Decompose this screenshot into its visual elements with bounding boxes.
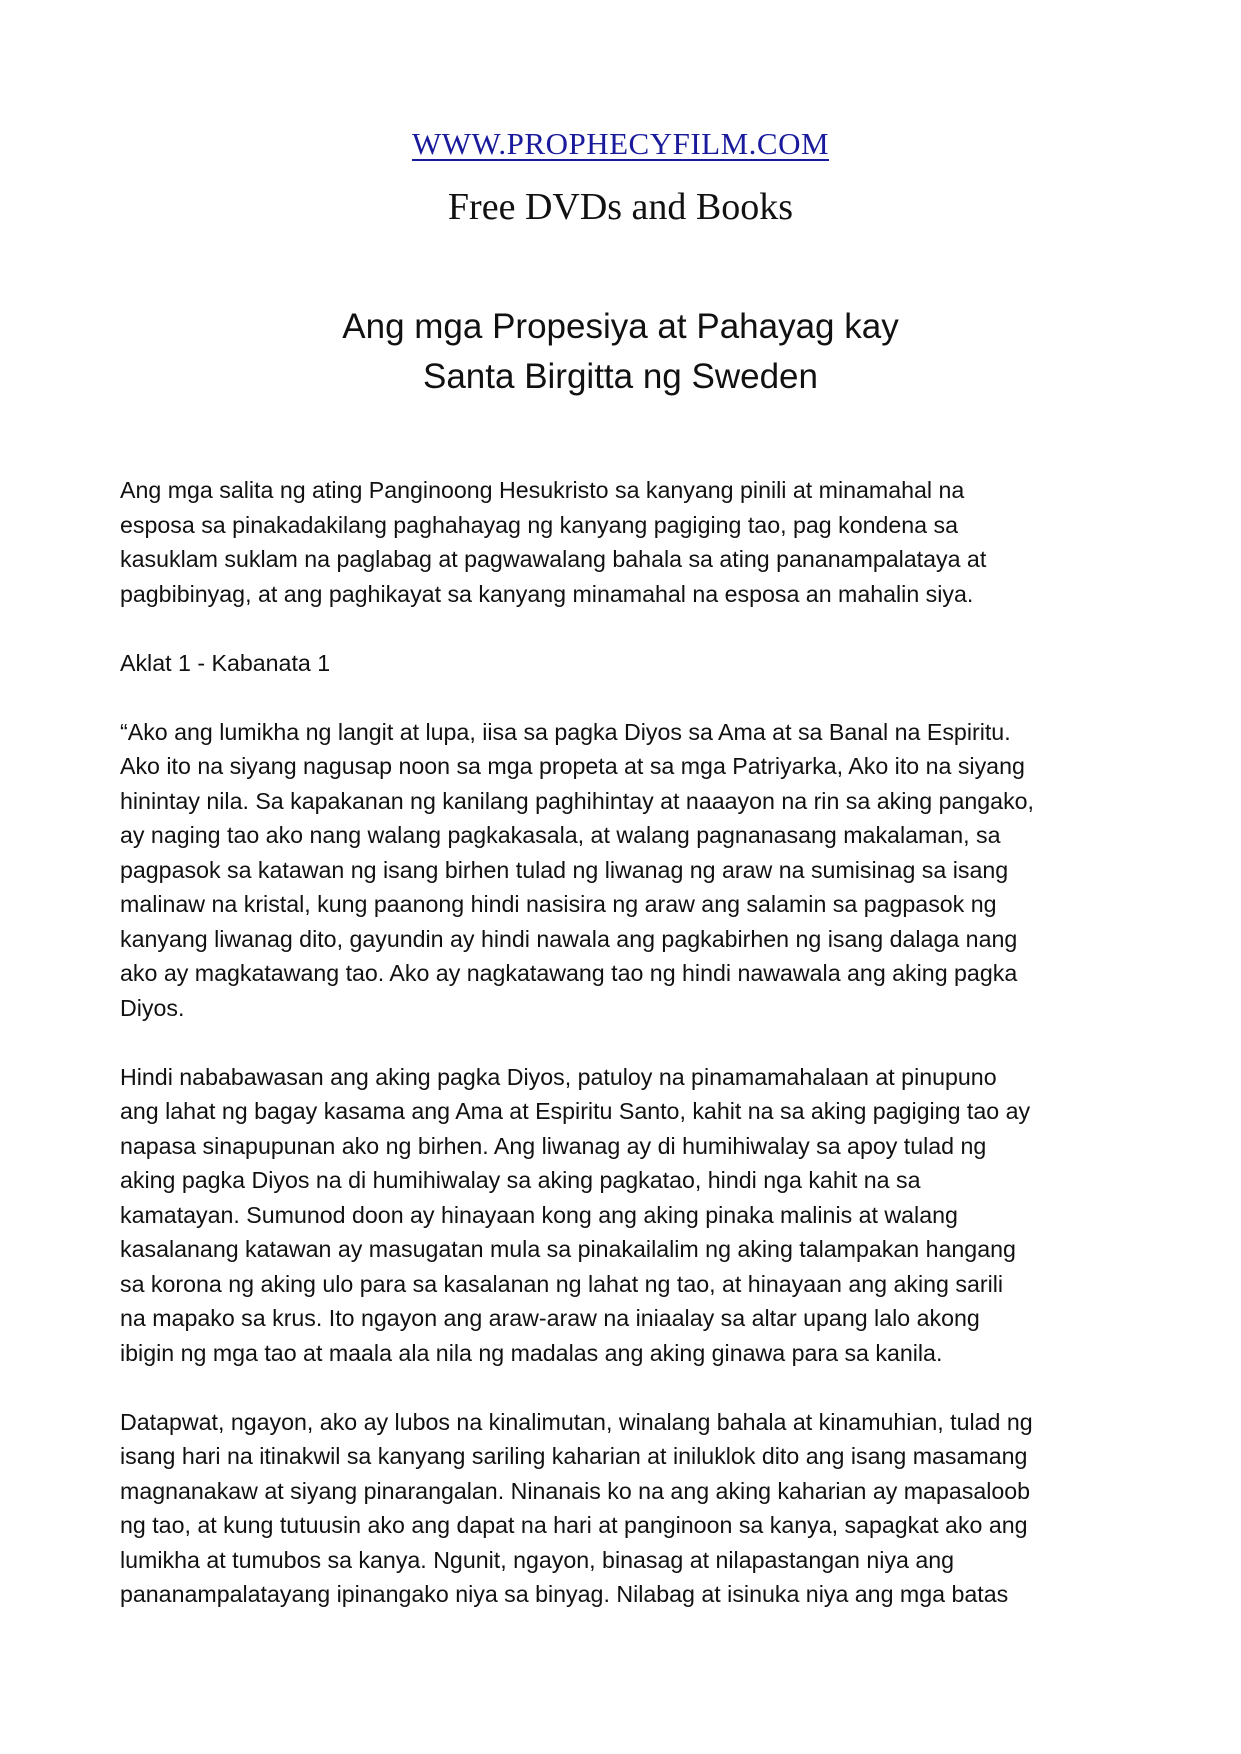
- text-line: ibigin ng mga tao at maala ala nila ng madalas ang aking ginawa para sa kanila.: [120, 1339, 943, 1366]
- text-line: Aklat 1 - Kabanata 1: [120, 649, 331, 676]
- chapter-heading: [120, 646, 1130, 681]
- text-line: napasa sinapupunan ako ng birhen. Ang liwanag ay di humihiwalay sa apoy tulad ng: [120, 1132, 987, 1159]
- text-line: pananampalatayang ipinangako niya sa binyag. Nilabag at isinuka niya ang mga batas: [120, 1581, 1009, 1607]
- text-line: sa korona ng aking ulo para sa kasalanan ng lahat ng tao, at hinayaan ang aking sarili: [120, 1270, 1004, 1297]
- text-line: lumikha at tumubos sa kanya. Ngunit, ngayon, binasag at nilapastangan niya ang: [120, 1546, 955, 1573]
- text-line: kasuklam suklam na paglabag at pagwawalang bahala sa ating pananampalataya at: [120, 546, 987, 572]
- site-link[interactable]: WWW.PROPHECYFILM.COM: [411, 126, 830, 161]
- body-paragraph: [120, 1405, 1130, 1612]
- text-line: ang lahat ng bagay kasama ang Ama at Espiritu Santo, kahit na sa aking pagiging tao ay: [120, 1098, 1031, 1124]
- title-line-2: Santa Birgitta ng Sweden: [423, 357, 818, 396]
- text-line: hinintay nila. Sa kapakanan ng kanilang paghihintay at naaayon na rin sa aking pangako,: [120, 787, 1035, 814]
- text-line: magnanakaw at siyang pinarangalan. Ninanais ko na ang aking kaharian ay mapasaloob: [120, 1477, 1031, 1504]
- text-line: ako ay magkatawang tao. Ako ay nagkatawang tao ng hindi nawawala ang aking pagka: [120, 960, 1018, 986]
- document-body: [120, 473, 1130, 1646]
- text-line: pagbibinyag, at ang paghikayat sa kanyang minamahal na esposa an mahalin siya.: [120, 580, 974, 607]
- text-line: Ang mga salita ng ating Panginoong Hesukristo sa kanyang pinili at minamahal na: [120, 477, 965, 503]
- text-line: Hindi nababawasan ang aking pagka Diyos, patuloy na pinamamahalaan at pinupuno: [120, 1063, 997, 1090]
- tagline: Free DVDs and Books: [447, 186, 794, 228]
- body-paragraph: [120, 1060, 1130, 1371]
- text-line: Ako ito na siyang nagusap noon sa mga propeta at sa mga Patriyarka, Ako ito na siyang: [120, 753, 1025, 779]
- intro-paragraph: [120, 473, 1130, 611]
- text-line: esposa sa pinakadakilang paghahayag ng kanyang pagiging tao, pag kondena sa: [120, 511, 958, 538]
- text-line: kasalanang katawan ay masugatan mula sa pinakailalim ng aking talampakan hangang: [120, 1236, 1016, 1262]
- title-line-1: Ang mga Propesiya at Pahayag kay: [342, 307, 899, 346]
- document-title: [0, 302, 1241, 402]
- text-line: malinaw na kristal, kung paanong hindi nasisira ng araw ang salamin sa pagpasok ng: [120, 891, 997, 917]
- text-line: aking pagka Diyos na di humihiwalay sa aking pagkatao, hindi nga kahit na sa: [120, 1167, 921, 1193]
- text-line: “Ako ang lumikha ng langit at lupa, iisa sa pagka Diyos sa Ama at sa Banal na Espiritu.: [120, 718, 1011, 745]
- text-line: ay naging tao ako nang walang pagkakasala, at walang pagnanasang makalaman, sa: [120, 822, 1001, 848]
- text-line: Datapwat, ngayon, ako ay lubos na kinalimutan, winalang bahala at kinamuhian, tulad ng: [120, 1408, 1033, 1435]
- text-line: kanyang liwanag dito, gayundin ay hindi nawala ang pagkabirhen ng isang dalaga nang: [120, 925, 1018, 952]
- text-line: isang hari na itinakwil sa kanyang sariling kaharian at iniluklok dito ang isang masamang: [120, 1443, 1028, 1469]
- body-paragraph: [120, 715, 1130, 1026]
- text-line: pagpasok sa katawan ng isang birhen tulad ng liwanag ng araw na sumisinag sa isang: [120, 856, 1009, 883]
- text-line: na mapako sa krus. Ito ngayon ang araw-araw na iniaalay sa altar upang lalo akong: [120, 1305, 980, 1331]
- text-line: kamatayan. Sumunod doon ay hinayaan kong ang aking pinaka malinis at walang: [120, 1201, 958, 1228]
- text-line: ng tao, at kung tutuusin ako ang dapat na hari at panginoon sa kanya, sapagkat ako ang: [120, 1512, 1028, 1538]
- text-line: Diyos.: [120, 994, 185, 1021]
